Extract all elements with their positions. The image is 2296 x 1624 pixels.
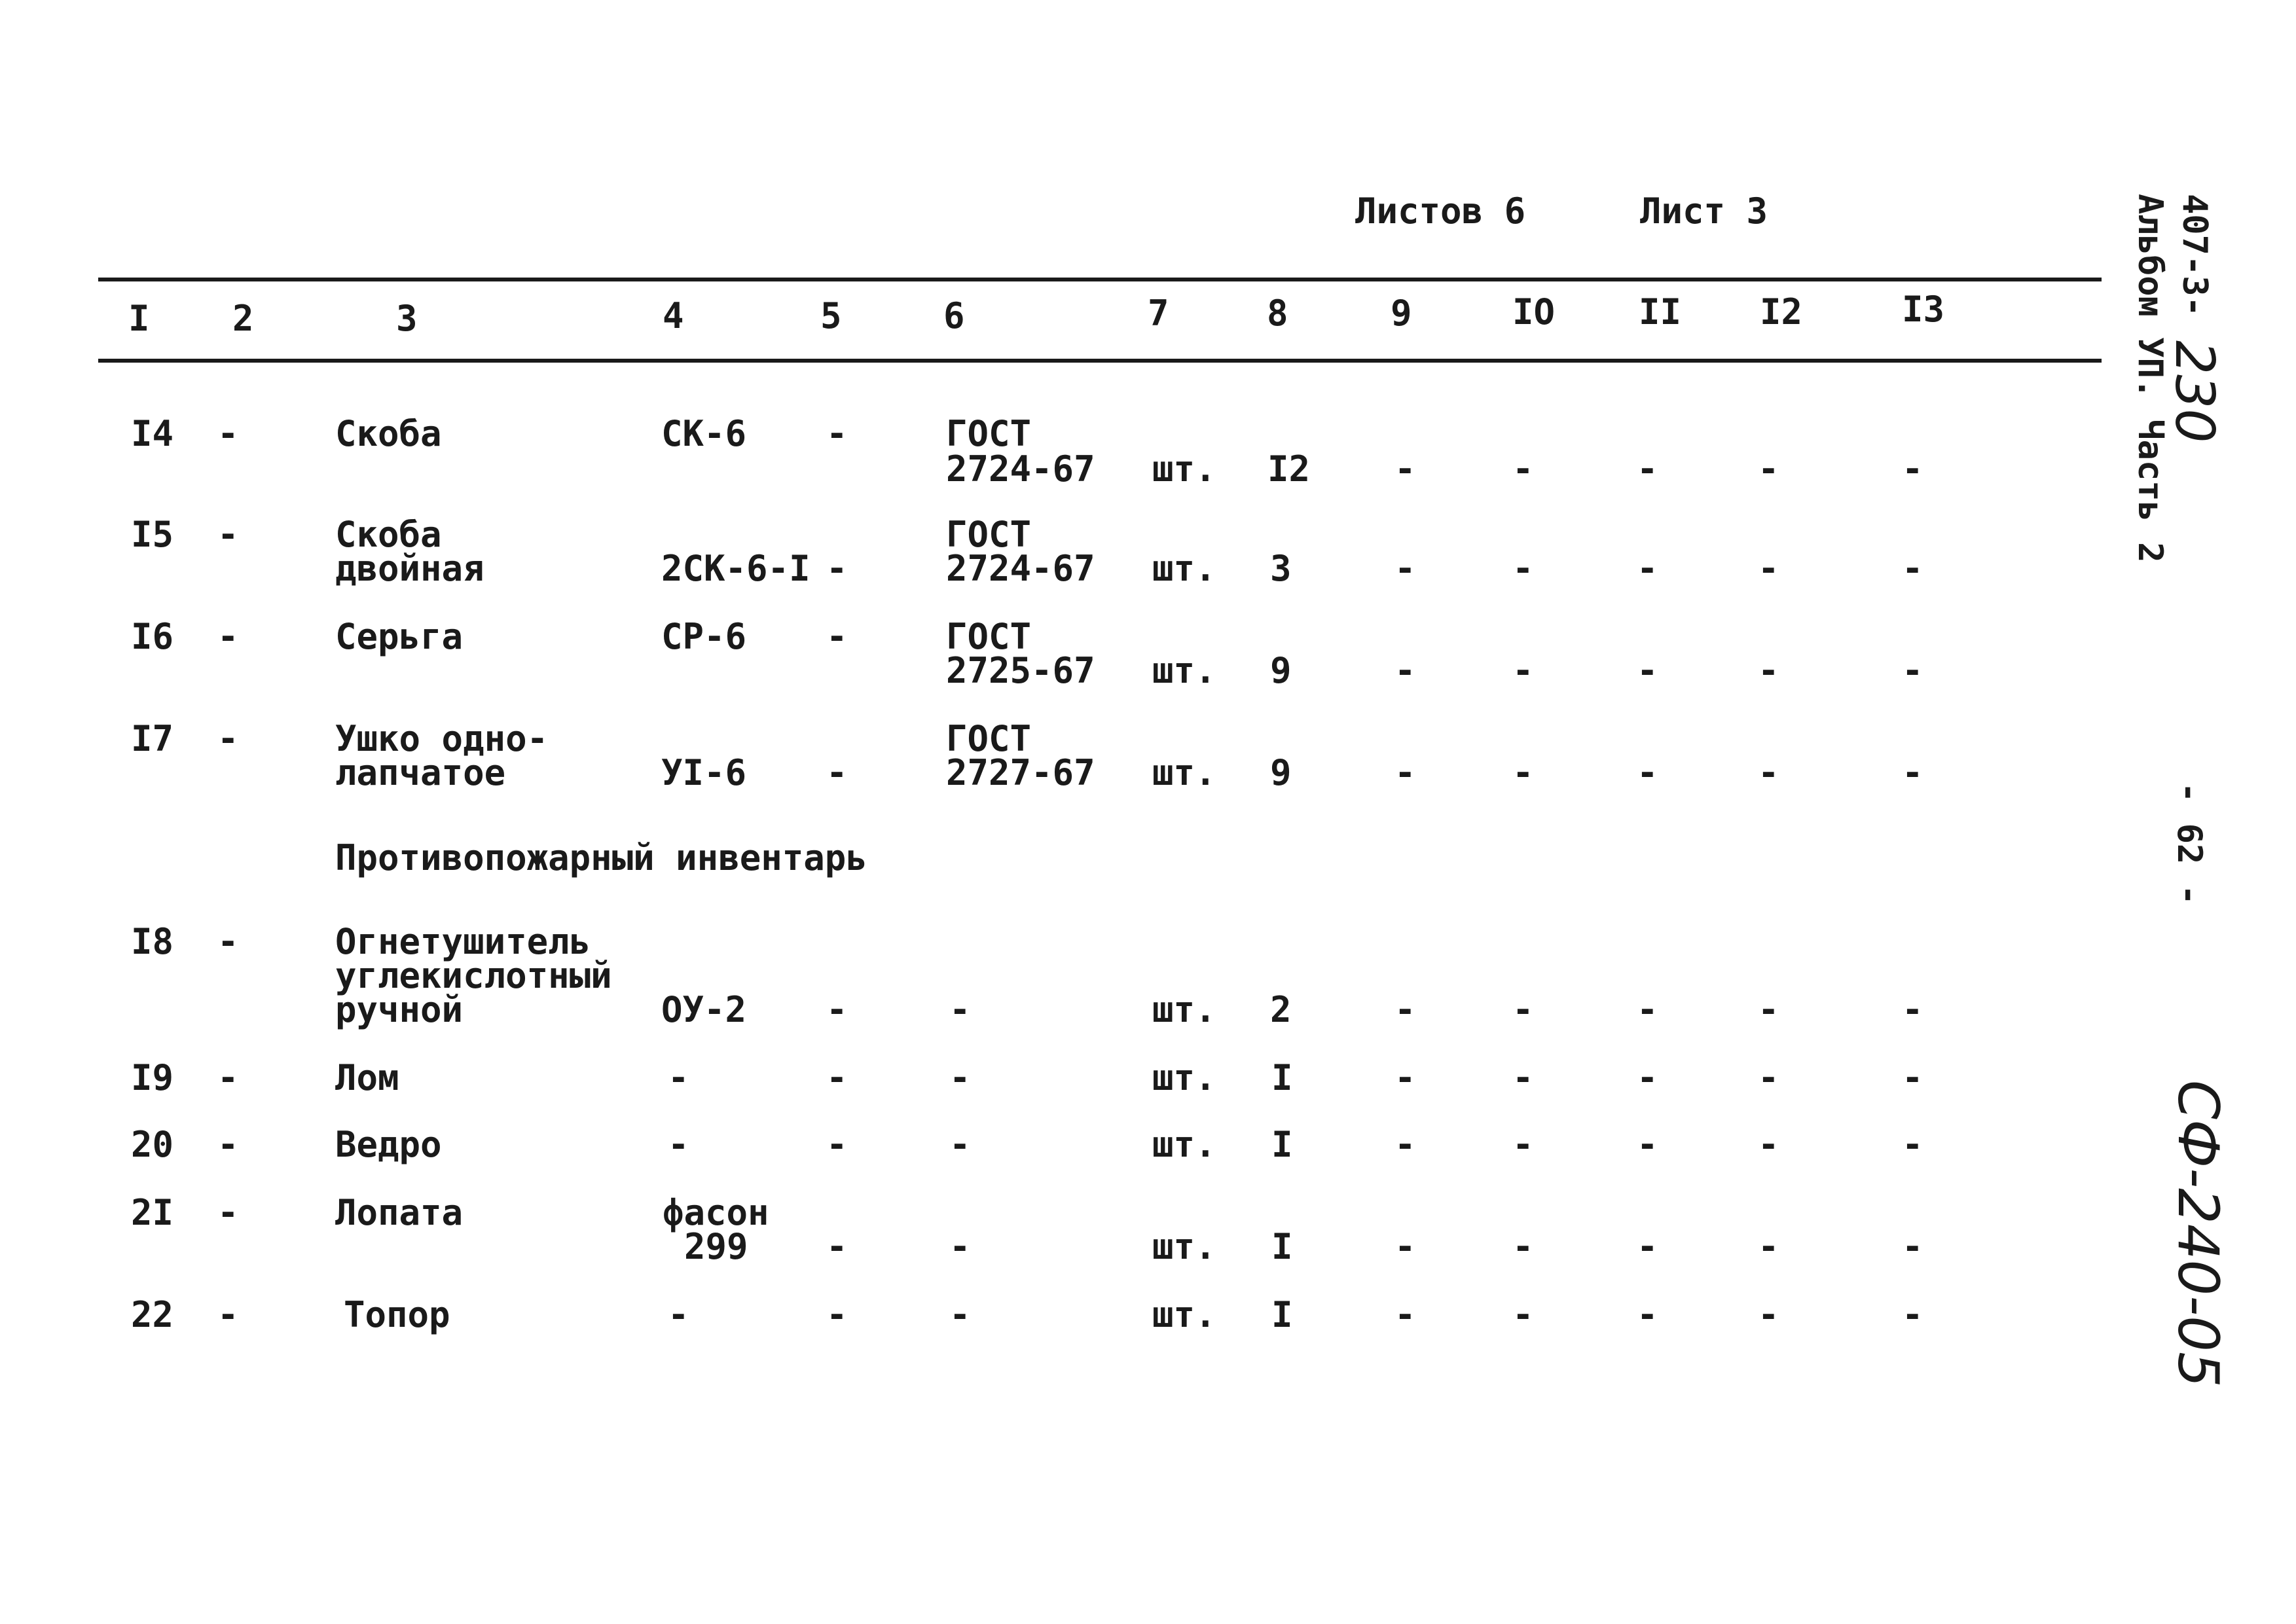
column-header: 6 — [943, 295, 965, 336]
quantity: 9 — [1270, 650, 1292, 691]
cell-col2: - — [217, 616, 239, 657]
standard-no: 2727-67 — [946, 752, 1095, 793]
cell-col2: - — [217, 1294, 239, 1335]
cell-col11: - — [1637, 548, 1658, 589]
row-number: I5 — [131, 514, 174, 555]
cell-col11: - — [1637, 1294, 1658, 1335]
item-mark: - — [668, 1124, 689, 1165]
cell-col13: - — [1902, 989, 1923, 1030]
quantity: 3 — [1270, 548, 1292, 589]
cell-col13: - — [1902, 752, 1923, 793]
column-header: 8 — [1267, 293, 1288, 334]
quantity: I — [1271, 1294, 1293, 1335]
cell-col5: - — [826, 1226, 848, 1267]
row-number: I7 — [131, 718, 174, 759]
item-name: Ушко одно- — [335, 718, 549, 759]
row-number: I6 — [131, 616, 174, 657]
cell-col2: - — [217, 413, 239, 454]
cell-col5: - — [826, 616, 848, 657]
item-mark: 2СК-6-I — [661, 548, 811, 589]
quantity: 9 — [1270, 752, 1292, 793]
item-name-2: двойная — [335, 548, 484, 589]
cell-col13: - — [1902, 448, 1923, 490]
cell-col13: - — [1902, 548, 1923, 589]
unit: шт. — [1152, 548, 1216, 589]
column-header: 7 — [1148, 293, 1169, 334]
standard: - — [949, 1124, 971, 1165]
unit: шт. — [1152, 1294, 1216, 1335]
cell-col11: - — [1637, 448, 1658, 490]
row-number: I9 — [131, 1057, 174, 1098]
cell-col5: - — [826, 752, 848, 793]
cell-col5: - — [826, 1294, 848, 1335]
cell-col5: - — [826, 1057, 848, 1098]
standard: ГОСТ — [946, 413, 1032, 454]
cell-col2: - — [217, 1057, 239, 1098]
item-mark-2: 299 — [684, 1226, 748, 1267]
unit: шт. — [1152, 448, 1216, 490]
standard-no: 2724-67 — [946, 448, 1095, 490]
unit: шт. — [1152, 650, 1216, 691]
cell-col12: - — [1758, 1124, 1779, 1165]
cell-col11: - — [1637, 989, 1658, 1030]
column-header: 9 — [1391, 293, 1412, 334]
cell-col11: - — [1637, 1226, 1658, 1267]
unit: шт. — [1152, 1124, 1216, 1165]
cell-col2: - — [217, 718, 239, 759]
cell-col10: - — [1512, 1294, 1534, 1335]
cell-col9: - — [1394, 1294, 1416, 1335]
column-header: II — [1639, 291, 1682, 333]
cell-col2: - — [217, 1192, 239, 1233]
cell-col12: - — [1758, 650, 1779, 691]
cell-col2: - — [217, 1124, 239, 1165]
standard: - — [949, 1057, 971, 1098]
standard: - — [949, 1226, 971, 1267]
standard: ГОСТ — [946, 616, 1032, 657]
standard-no: 2724-67 — [946, 548, 1095, 589]
standard: ГОСТ — [946, 514, 1032, 555]
cell-col9: - — [1394, 650, 1416, 691]
column-header: 4 — [663, 295, 684, 336]
column-header: I3 — [1902, 289, 1945, 330]
unit: шт. — [1152, 1226, 1216, 1267]
cell-col10: - — [1512, 1226, 1534, 1267]
cell-col5: - — [826, 548, 848, 589]
item-mark: СК-6 — [661, 413, 747, 454]
section-title: Противопожарный инвентарь — [335, 837, 867, 878]
cell-col5: - — [826, 413, 848, 454]
cell-col12: - — [1758, 548, 1779, 589]
cell-col12: - — [1758, 752, 1779, 793]
cell-col13: - — [1902, 1124, 1923, 1165]
cell-col12: - — [1758, 1226, 1779, 1267]
item-mark: СР-6 — [661, 616, 747, 657]
cell-col9: - — [1394, 1124, 1416, 1165]
album-title: Альбом УП. Часть 2 — [2130, 194, 2170, 563]
standard-no: 2725-67 — [946, 650, 1095, 691]
column-header: I — [128, 298, 150, 339]
row-number: 20 — [131, 1124, 174, 1165]
item-mark: УI-6 — [661, 752, 747, 793]
cell-col9: - — [1394, 989, 1416, 1030]
item-name: Скоба — [335, 413, 442, 454]
quantity: I — [1271, 1226, 1293, 1267]
column-header: 2 — [232, 298, 254, 339]
standard: ГОСТ — [946, 718, 1032, 759]
standard: - — [949, 1294, 971, 1335]
quantity: 2 — [1270, 989, 1292, 1030]
column-header: 5 — [820, 295, 842, 336]
item-name: Лом — [335, 1057, 399, 1098]
column-header: IO — [1512, 291, 1556, 333]
quantity: I — [1271, 1057, 1293, 1098]
album-ref: 407-3- — [2175, 194, 2214, 317]
item-name: Скоба — [335, 514, 442, 555]
cell-col10: - — [1512, 989, 1534, 1030]
row-number: I8 — [131, 921, 174, 962]
row-number: 22 — [131, 1294, 174, 1335]
item-name-2: углекислотный — [335, 955, 612, 996]
row-number: 2I — [131, 1192, 174, 1233]
cell-col13: - — [1902, 1226, 1923, 1267]
cell-col11: - — [1637, 752, 1658, 793]
unit: шт. — [1152, 989, 1216, 1030]
cell-col9: - — [1394, 548, 1416, 589]
sheets-total: Листов 6 — [1355, 190, 1526, 232]
cell-col12: - — [1758, 1294, 1779, 1335]
cell-col12: - — [1758, 989, 1779, 1030]
item-mark: ОУ-2 — [661, 989, 747, 1030]
cell-col12: - — [1758, 448, 1779, 490]
cell-col9: - — [1394, 1057, 1416, 1098]
cell-col11: - — [1637, 650, 1658, 691]
cell-col10: - — [1512, 752, 1534, 793]
item-mark: фасон — [663, 1192, 769, 1233]
cell-col2: - — [217, 514, 239, 555]
item-mark: - — [668, 1294, 689, 1335]
item-name: Ведро — [335, 1124, 442, 1165]
cell-col5: - — [826, 989, 848, 1030]
header-top-rule — [98, 278, 2102, 281]
cell-col2: - — [217, 921, 239, 962]
cell-col10: - — [1512, 548, 1534, 589]
cell-col5: - — [826, 1124, 848, 1165]
item-mark: - — [668, 1057, 689, 1098]
cell-col10: - — [1512, 1057, 1534, 1098]
item-name: Огнетушитель — [335, 921, 591, 962]
unit: шт. — [1152, 1057, 1216, 1098]
cell-col10: - — [1512, 650, 1534, 691]
cell-col9: - — [1394, 1226, 1416, 1267]
header-bottom-rule — [98, 359, 2102, 363]
cell-col10: - — [1512, 448, 1534, 490]
item-name: Лопата — [335, 1192, 464, 1233]
quantity: I — [1271, 1124, 1293, 1165]
item-name-2: лапчатое — [335, 752, 506, 793]
cell-col10: - — [1512, 1124, 1534, 1165]
quantity: I2 — [1267, 448, 1311, 490]
cell-col11: - — [1637, 1124, 1658, 1165]
document-code: СФ-240-05 — [2165, 1080, 2231, 1388]
album-number: 230 — [2163, 340, 2225, 443]
page-number: - 62 - — [2170, 782, 2209, 905]
cell-col13: - — [1902, 1294, 1923, 1335]
column-header: 3 — [396, 298, 418, 339]
sheet-number: Лист 3 — [1640, 190, 1768, 232]
cell-col13: - — [1902, 650, 1923, 691]
cell-col13: - — [1902, 1057, 1923, 1098]
unit: шт. — [1152, 752, 1216, 793]
standard: - — [949, 989, 971, 1030]
cell-col9: - — [1394, 752, 1416, 793]
column-header: I2 — [1760, 291, 1803, 333]
cell-col12: - — [1758, 1057, 1779, 1098]
item-name: Топор — [344, 1294, 450, 1335]
item-name: Серьга — [335, 616, 464, 657]
cell-col9: - — [1394, 448, 1416, 490]
cell-col11: - — [1637, 1057, 1658, 1098]
row-number: I4 — [131, 413, 174, 454]
item-name-3: ручной — [335, 989, 464, 1030]
